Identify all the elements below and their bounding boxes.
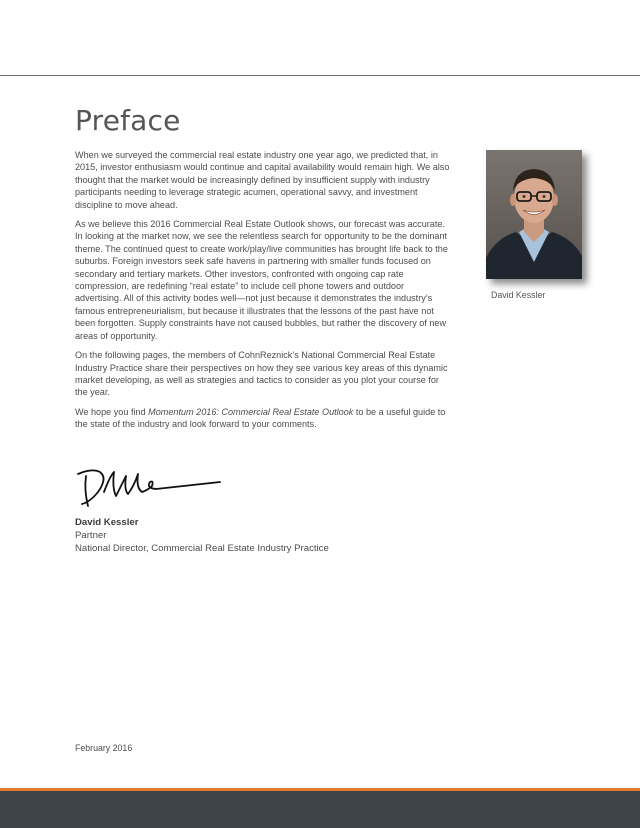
signatory-role: Partner — [75, 530, 107, 541]
signature-block — [75, 516, 329, 555]
author-photo — [486, 150, 582, 279]
paragraph-2: As we believe this 2016 Commercial Real Estate Outlook shows, our forecast was accurate. In looking at the market now, we see the relentless search for opportunity to be the dominant theme. The continued quest to create work/play/live communities has brought life back to the suburbs. Foreign investors seek safe havens in partnering with smaller funds focused on secondary and tertiary markets. Other investors, confronted with ongoing cap rate compression, are redefining “real estate” to include cell phone towers and outdoor advertising. All of this activity bodes well—not just because it demonstrates the industry’s famous entrepreneurialism, but because it illustrates that the lessons of the past have not been forgotten. Supply constraints have not caused bubbles, but rather the discovery of new areas of opportunity. — [75, 219, 448, 341]
footer-band — [0, 791, 640, 828]
paragraph-1: When we surveyed the commercial real estate industry one year ago, we predicted that, in 2015, investor enthusiasm would continue and capital availability would remain high. We also thought that the market would be increasingly defined by insufficient supply with industry participants needing to leverage strategic acumen, operational savvy, and investment discipline to move ahead. — [75, 150, 450, 210]
paragraph-3: On the following pages, the members of CohnReznick’s National Commercial Real Estate Industry Practice share their perspectives on how they see various key areas of this dynamic market developing, as well as strategies and tactics to consider as you plot your course for the year. — [75, 350, 448, 398]
signatory-position: National Director, Commercial Real Estate Industry Practice — [75, 543, 329, 554]
closing-text-start: We hope you find — [75, 406, 149, 417]
preface-body — [75, 149, 450, 438]
portrait-illustration — [486, 150, 582, 279]
photo-caption: David Kessler — [491, 290, 546, 300]
paragraph-4 — [75, 406, 450, 431]
report-title: Momentum 2016: Commercial Real Estate Outlook — [148, 406, 354, 417]
handwritten-signature — [70, 462, 230, 510]
publication-date: February 2016 — [75, 743, 133, 753]
signatory-name: David Kessler — [75, 517, 139, 528]
page-title: Preface — [75, 104, 181, 137]
closing-text-end: to be a useful guide to the state of the industry and look forward to your comments. — [75, 406, 446, 430]
header-rule — [0, 75, 640, 76]
